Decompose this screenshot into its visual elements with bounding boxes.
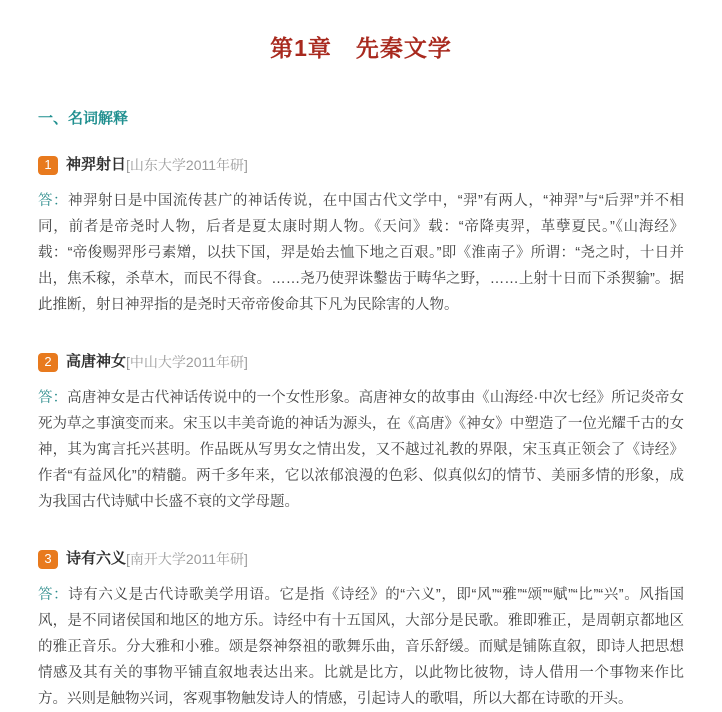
answer-prefix: 答： xyxy=(38,587,69,603)
question-number-badge: 3 xyxy=(38,550,58,569)
term-title: 诗有六义 xyxy=(66,550,127,567)
question-heading xyxy=(38,352,684,372)
answer-paragraph xyxy=(38,582,684,712)
qa-item-1 xyxy=(38,155,684,318)
term-title: 神羿射日 xyxy=(66,156,127,173)
answer-text: 神羿射日是中国流传甚广的神话传说，在中国古代文学中，“羿”有两人，“神羿”与“后羿”并不相同，前者是帝尧时人物，后者是夏太康时期人物。《天问》载：“帝降夷羿，革孽夏民。”《山海经》载：“帝俊赐羿彤弓素矰，以扶下国，羿是始去恤下地之百艰。”即《淮南子》所谓：“尧之时，十日并出，焦禾稼，杀草木，而民不得食。……尧乃使羿诛鑿齿于畴华之野，……上射十日而下杀猰貐”。据此推断，射日神羿指的是尧时天帝帝俊命其下凡为民除害的人物。 xyxy=(38,193,685,313)
answer-prefix: 答： xyxy=(38,390,68,406)
term-title: 高唐神女 xyxy=(66,353,127,370)
answer-paragraph xyxy=(38,188,684,318)
answer-prefix: 答： xyxy=(38,193,68,209)
answer-paragraph xyxy=(38,385,684,515)
question-number-badge: 1 xyxy=(38,156,58,175)
question-heading xyxy=(38,549,684,569)
answer-text: 高唐神女是古代神话传说中的一个女性形象。高唐神女的故事由《山海经·中次七经》所记炎帝女死为草之事演变而来。宋玉以丰美奇诡的神话为源头，在《高唐》《神女》中塑造了一位光耀千古的女神，其为寓言托兴甚明。作品既从写男女之情出发，又不越过礼教的界限，宋玉真正领会了《诗经》作者“有益风化”的精髓。两千多年来，它以浓郁浪漫的色彩、似真似幻的情节、美丽多情的形象，成为我国古代诗赋中长盛不衰的文学母题。 xyxy=(38,390,685,510)
qa-item-3 xyxy=(38,549,684,712)
exam-source-label: [南开大学2011年研] xyxy=(126,551,248,567)
answer-text: 诗有六义是古代诗歌美学用语。它是指《诗经》的“六义”，即“风”“雅”“颂”“赋”“比”“兴”。风指国风，是不同诸侯国和地区的地方乐。诗经中有十五国风，大部分是民歌。雅即雅正，是周朝京都地区的雅正音乐。分大雅和小雅。颂是祭神祭祖的歌舞乐曲，音乐舒缓。而赋是铺陈直叙，即诗人把思想情感及其有关的事物平铺直叙地表达出来。比就是比方，以此物比彼物，诗人借用一个事物来作比方。兴则是触物兴词，客观事物触发诗人的情感，引起诗人的歌唱，所以大都在诗歌的开头。 xyxy=(38,587,685,707)
chapter-title: 第1章 先秦文学 xyxy=(270,35,452,61)
exam-source-label: [中山大学2011年研] xyxy=(126,354,248,370)
section-heading-noun-explanation: 一、名词解释 xyxy=(38,110,129,127)
qa-item-2 xyxy=(38,352,684,515)
question-number-badge: 2 xyxy=(38,353,58,372)
question-heading xyxy=(38,155,684,175)
exam-source-label: [山东大学2011年研] xyxy=(126,157,248,173)
